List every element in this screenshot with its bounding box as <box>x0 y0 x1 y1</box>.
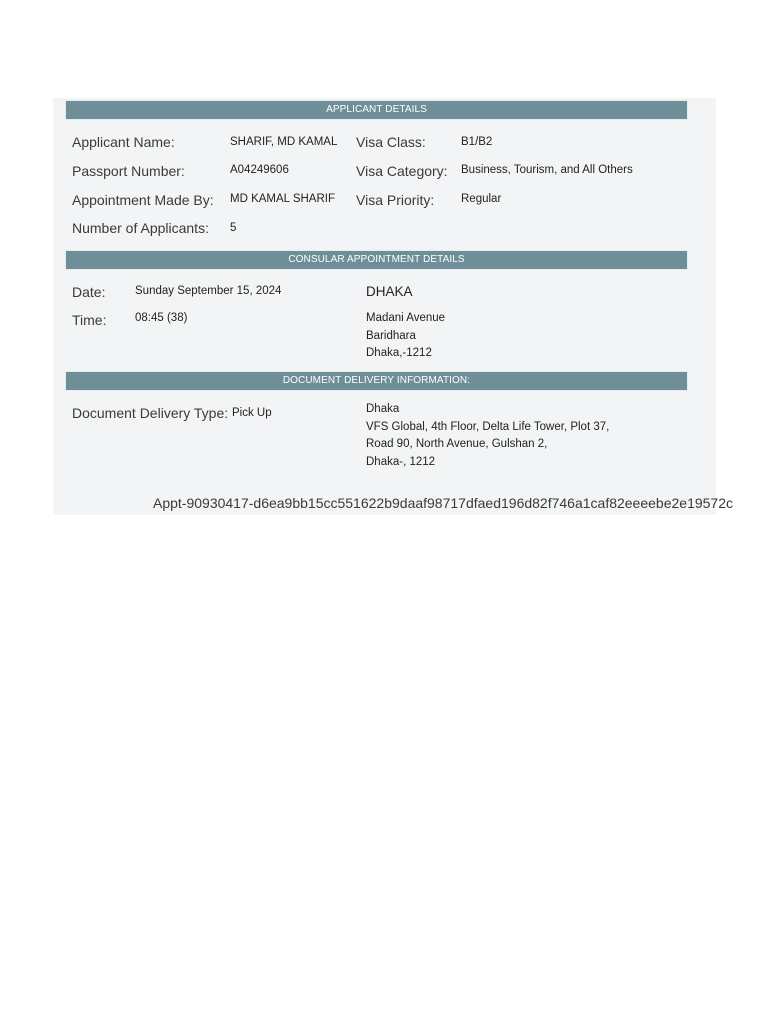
visa-category-label: Visa Category: <box>356 163 448 179</box>
consulate-city: DHAKA <box>366 284 413 299</box>
visa-priority-value: Regular <box>461 193 502 205</box>
delivery-address-line: Road 90, North Avenue, Gulshan 2, <box>366 438 548 450</box>
visa-class-label: Visa Class: <box>356 134 426 150</box>
time-label: Time: <box>72 312 107 328</box>
delivery-address-line: VFS Global, 4th Floor, Delta Life Tower, Plot 37, <box>366 420 610 433</box>
consular-appointment-header: CONSULAR APPOINTMENT DETAILS <box>65 250 688 270</box>
applicant-name-label: Applicant Name: <box>72 134 175 150</box>
number-of-applicants-value: 5 <box>230 222 237 234</box>
date-label: Date: <box>72 284 106 300</box>
consulate-address-line: Baridhara <box>366 329 416 342</box>
consulate-address-line: Dhaka,-1212 <box>366 347 432 359</box>
consulate-address-line: Madani Avenue <box>366 312 446 324</box>
passport-number-value: A04249606 <box>230 164 289 176</box>
time-value: 08:45 (38) <box>135 312 188 324</box>
delivery-address-line: Dhaka-, 1212 <box>366 455 436 468</box>
appointment-made-by-value: MD KAMAL SHARIF <box>230 193 336 205</box>
appointment-made-by-label: Appointment Made By: <box>72 192 214 208</box>
delivery-type-value: Pick Up <box>232 407 272 419</box>
appointment-confirmation-panel <box>53 98 733 515</box>
appointment-id: Appt-90930417-d6ea9bb15cc551622b9daaf98717dfaed196d82f746a1caf82eeeebe2e19572c <box>153 495 733 511</box>
delivery-city: Dhaka <box>366 403 400 415</box>
delivery-type-label: Document Delivery Type: <box>72 405 229 421</box>
date-value: Sunday September 15, 2024 <box>135 285 282 297</box>
applicant-name-value: SHARIF, MD KAMAL <box>230 136 338 148</box>
applicant-details-header: APPLICANT DETAILS <box>65 100 688 120</box>
visa-category-value: Business, Tourism, and All Others <box>461 164 633 176</box>
delivery-address <box>366 401 666 471</box>
passport-number-label: Passport Number: <box>72 163 185 179</box>
number-of-applicants-label: Number of Applicants: <box>72 220 209 236</box>
document-delivery-header: DOCUMENT DELIVERY INFORMATION: <box>65 371 688 391</box>
visa-class-value: B1/B2 <box>461 136 493 148</box>
consulate-address <box>366 310 646 363</box>
visa-priority-label: Visa Priority: <box>356 192 435 208</box>
